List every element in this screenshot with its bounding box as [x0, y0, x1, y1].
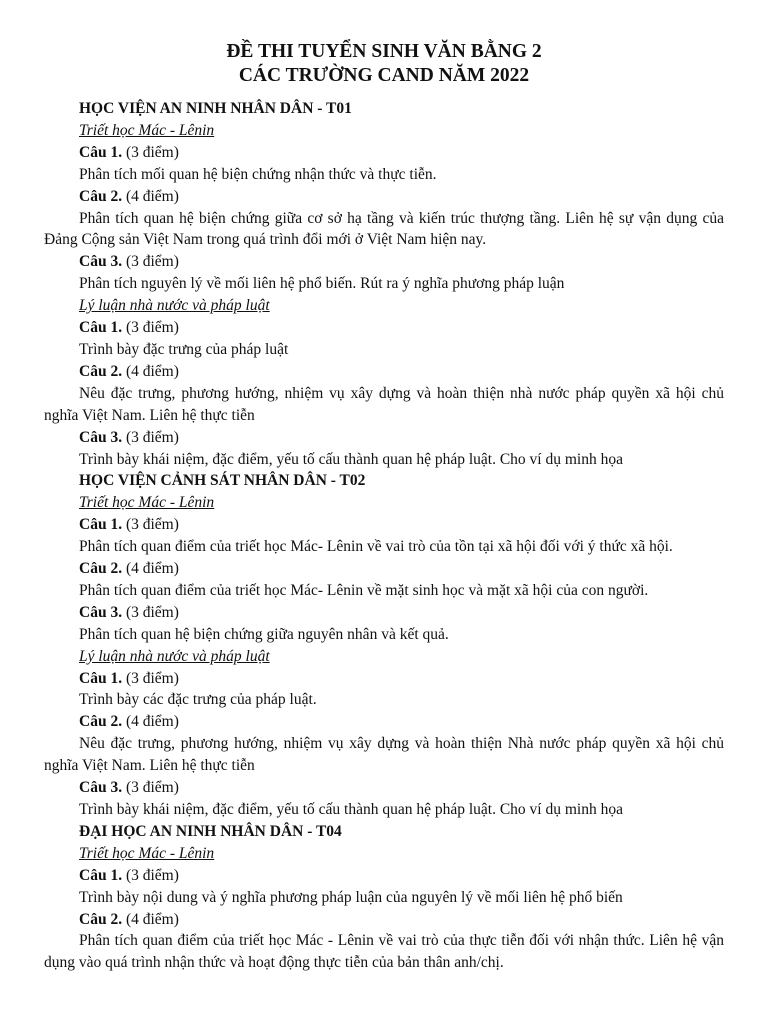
question-heading — [79, 668, 724, 690]
school-heading: HỌC VIỆN AN NINH NHÂN DÂN - T01 — [79, 100, 352, 117]
section-t01 — [44, 98, 724, 470]
question-text: Phân tích mối quan hệ biện chứng nhận thức và thực tiễn. — [79, 165, 437, 183]
question-heading — [79, 865, 724, 887]
document-title — [44, 40, 724, 88]
question-points: (4 điểm) — [122, 187, 179, 205]
question-heading — [79, 251, 724, 273]
question-text: Nêu đặc trưng, phương hướng, nhiệm vụ xây dựng và hoàn thiện Nhà nước pháp quyền xã hội chủ nghĩa Việt Nam. Liên hệ thực tiễn — [44, 735, 724, 775]
question-label: Câu 2. — [79, 362, 123, 380]
question-heading — [79, 558, 724, 580]
question-heading — [79, 427, 724, 449]
question-text: Trình bày nội dung và ý nghĩa phương pháp luận của nguyên lý về mối liên hệ phổ biến — [79, 888, 623, 906]
question-text: Phân tích quan điểm của triết học Mác- Lênin về mặt sinh học và mặt xã hội của con người. — [79, 581, 649, 599]
question-points: (4 điểm) — [122, 713, 179, 731]
question-text: Phân tích quan điểm của triết học Mác - Lênin về vai trò của thực tiễn đối với nhận thức. Liên hệ vận dụng vào quá trình nhận thức và hoạt động thực tiễn của bản thân anh/chị. — [44, 932, 724, 972]
question-points: (4 điểm) — [122, 362, 179, 380]
subject-heading: Lý luận nhà nước và pháp luật — [79, 297, 270, 315]
question-points: (3 điểm) — [122, 669, 179, 687]
question-label: Câu 2. — [79, 713, 123, 731]
question-heading — [79, 711, 724, 733]
question-points: (4 điểm) — [122, 910, 179, 928]
title-line-1: ĐỀ THI TUYỂN SINH VĂN BẰNG 2 — [226, 41, 542, 62]
question-label: Câu 2. — [79, 187, 123, 205]
question-label: Câu 3. — [79, 253, 123, 271]
question-heading — [79, 142, 724, 164]
question-text: Phân tích quan hệ biện chứng giữa nguyên nhân và kết quả. — [79, 625, 449, 643]
question-points: (3 điểm) — [122, 779, 179, 797]
question-points: (3 điểm) — [122, 143, 179, 161]
question-text: Phân tích quan hệ biện chứng giữa cơ sở hạ tầng và kiến trúc thượng tầng. Liên hệ sự vận dụng của Đảng Cộng sản Việt Nam trong quá trình đổi mới ở Việt Nam hiện nay. — [44, 209, 724, 249]
question-points: (3 điểm) — [122, 603, 179, 621]
question-points: (3 điểm) — [122, 428, 179, 446]
question-label: Câu 1. — [79, 866, 123, 884]
question-text: Trình bày khái niệm, đặc điểm, yếu tố cấu thành quan hệ pháp luật. Cho ví dụ minh họa — [79, 450, 623, 468]
question-heading — [79, 361, 724, 383]
section-t04 — [44, 821, 724, 974]
question-label: Câu 1. — [79, 669, 123, 687]
question-points: (3 điểm) — [122, 516, 179, 534]
question-text: Trình bày các đặc trưng của pháp luật. — [79, 691, 317, 709]
question-label: Câu 1. — [79, 319, 123, 337]
question-points: (3 điểm) — [122, 253, 179, 271]
subject-heading: Triết học Mác - Lênin — [79, 494, 215, 512]
question-label: Câu 3. — [79, 603, 123, 621]
question-text: Phân tích quan điểm của triết học Mác- Lênin về vai trò của tồn tại xã hội đối với ý thức xã hội. — [79, 538, 673, 556]
question-label: Câu 2. — [79, 910, 123, 928]
question-points: (3 điểm) — [122, 866, 179, 884]
question-heading — [79, 514, 724, 536]
question-label: Câu 1. — [79, 516, 123, 534]
question-label: Câu 1. — [79, 143, 123, 161]
question-text: Nêu đặc trưng, phương hướng, nhiệm vụ xây dựng và hoàn thiện nhà nước pháp quyền xã hội chủ nghĩa Việt Nam. Liên hệ thực tiễn — [44, 384, 724, 424]
school-heading: HỌC VIỆN CẢNH SÁT NHÂN DÂN - T02 — [79, 472, 366, 490]
question-text: Trình bày đặc trưng của pháp luật — [79, 340, 289, 358]
school-heading: ĐẠI HỌC AN NINH NHÂN DÂN - T04 — [79, 822, 342, 840]
question-heading — [79, 777, 724, 799]
subject-heading: Triết học Mác - Lênin — [79, 121, 215, 139]
question-label: Câu 3. — [79, 428, 123, 446]
question-label: Câu 3. — [79, 779, 123, 797]
section-t02 — [44, 470, 724, 821]
question-points: (4 điểm) — [122, 560, 179, 578]
question-points: (3 điểm) — [122, 319, 179, 337]
subject-heading: Lý luận nhà nước và pháp luật — [79, 647, 270, 665]
question-heading — [79, 317, 724, 339]
question-text: Trình bày khái niệm, đặc điểm, yếu tố cấu thành quan hệ pháp luật. Cho ví dụ minh họa — [79, 801, 623, 818]
question-heading — [79, 186, 724, 208]
question-label: Câu 2. — [79, 560, 123, 578]
question-text: Phân tích nguyên lý về mối liên hệ phổ biến. Rút ra ý nghĩa phương pháp luận — [79, 275, 565, 293]
title-line-2: CÁC TRƯỜNG CAND NĂM 2022 — [238, 65, 530, 86]
question-heading — [79, 602, 724, 624]
subject-heading: Triết học Mác - Lênin — [79, 844, 215, 862]
question-heading — [79, 909, 724, 931]
